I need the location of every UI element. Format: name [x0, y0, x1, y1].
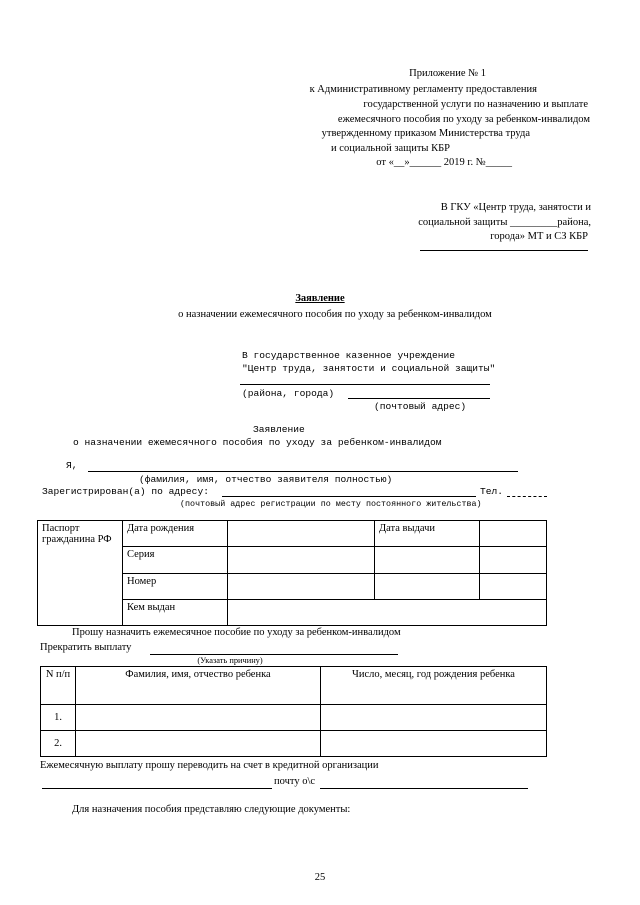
addressee-line: социальной защиты _________района, — [418, 217, 591, 228]
tel-field[interactable] — [507, 496, 547, 497]
children-table — [40, 666, 547, 757]
registration-address-field[interactable] — [222, 496, 476, 497]
number-extra-field[interactable] — [480, 574, 547, 600]
request-line: Прошу назначить ежемесячное пособие по уходу за ребенком-инвалидом — [72, 627, 401, 638]
addressee-line: В ГКУ «Центр труда, занятости и — [440, 202, 591, 213]
child-birthdate-field[interactable] — [321, 705, 547, 731]
form-subtitle: о назначении ежемесячного пособия по уходу за ребенком-инвалидом — [73, 437, 442, 448]
registration-label: Зарегистрирован(а) по адресу: — [42, 486, 209, 497]
birth-date-label: Дата рождения — [123, 521, 228, 547]
col-birthdate-header: Число, месяц, год рождения ребенка — [321, 667, 547, 705]
post-office-field[interactable] — [320, 788, 528, 789]
child-birthdate-field[interactable] — [321, 731, 547, 757]
series-field[interactable] — [228, 547, 375, 574]
mail-label: почту о\с — [274, 776, 316, 787]
stop-reason-field[interactable] — [150, 654, 398, 655]
number-extra-field[interactable] — [375, 574, 480, 600]
page-title: Заявление — [295, 293, 345, 304]
passport-table — [37, 520, 547, 626]
child-name-field[interactable] — [76, 705, 321, 731]
fio-caption: (фамилия, имя, отчество заявителя полностью) — [139, 474, 393, 485]
bank-account-field[interactable] — [42, 788, 272, 789]
issued-by-label: Кем выдан — [123, 600, 228, 626]
stop-payment-label: Прекратить выплату — [40, 642, 132, 653]
col-number-header: N п/п — [41, 667, 76, 705]
appendix-line: к Административному регламенту предоставления — [309, 84, 537, 95]
table-row — [41, 731, 547, 757]
appendix-line: ежемесячного пособия по уходу за ребенком-инвалидом — [337, 114, 590, 125]
passport-label: Паспорт гражданина РФ — [38, 521, 123, 626]
ya-label: Я, — [66, 460, 78, 471]
postal-address-field[interactable] — [348, 398, 490, 399]
applicant-name-field[interactable] — [88, 471, 518, 472]
number-field[interactable] — [228, 574, 375, 600]
issue-date-field[interactable] — [480, 521, 547, 547]
table-row — [41, 705, 547, 731]
page-number: 25 — [314, 872, 326, 883]
appendix-line: и социальной защиты КБР — [331, 143, 450, 154]
issue-date-label: Дата выдачи — [375, 521, 480, 547]
district-label: (района, города) — [242, 388, 335, 399]
institution-line: В государственное казенное учреждение — [242, 350, 456, 361]
postal-caption: (почтовый адрес) — [374, 401, 467, 412]
appendix-line: утвержденному приказом Министерства труда — [321, 128, 530, 139]
payment-line: Ежемесячную выплату прошу переводить на счет в кредитной организации — [40, 760, 379, 771]
addressee-line: города» МТ и СЗ КБР — [490, 231, 588, 242]
documents-line: Для назначения пособия представляю следующие документы: — [72, 804, 351, 815]
page-subtitle: о назначении ежемесячного пособия по уходу за ребенком-инвалидом — [178, 309, 492, 320]
row-number: 1. — [41, 705, 76, 731]
series-extra-field[interactable] — [375, 547, 480, 574]
col-name-header: Фамилия, имя, отчество ребенка — [76, 667, 321, 705]
child-name-field[interactable] — [76, 731, 321, 757]
form-title: Заявление — [253, 424, 305, 435]
number-label: Номер — [123, 574, 228, 600]
series-label: Серия — [123, 547, 228, 574]
tel-label: Тел. — [480, 486, 504, 497]
registration-caption: (почтовый адрес регистрации по месту постоянного жительства) — [180, 499, 482, 509]
institution-field[interactable] — [240, 384, 490, 385]
series-extra-field[interactable] — [480, 547, 547, 574]
institution-line: "Центр труда, занятости и социальной защиты" — [242, 363, 496, 374]
birth-date-field[interactable] — [228, 521, 375, 547]
appendix-line: государственной услуги по назначению и выплате — [363, 99, 588, 110]
issued-by-field[interactable] — [228, 600, 547, 626]
appendix-date: от «__»______ 2019 г. №_____ — [376, 157, 512, 168]
addressee-signature-line[interactable] — [420, 250, 588, 251]
row-number: 2. — [41, 731, 76, 757]
appendix-number: Приложение № 1 — [409, 68, 486, 79]
reason-caption: (Указать причину) — [197, 656, 263, 665]
